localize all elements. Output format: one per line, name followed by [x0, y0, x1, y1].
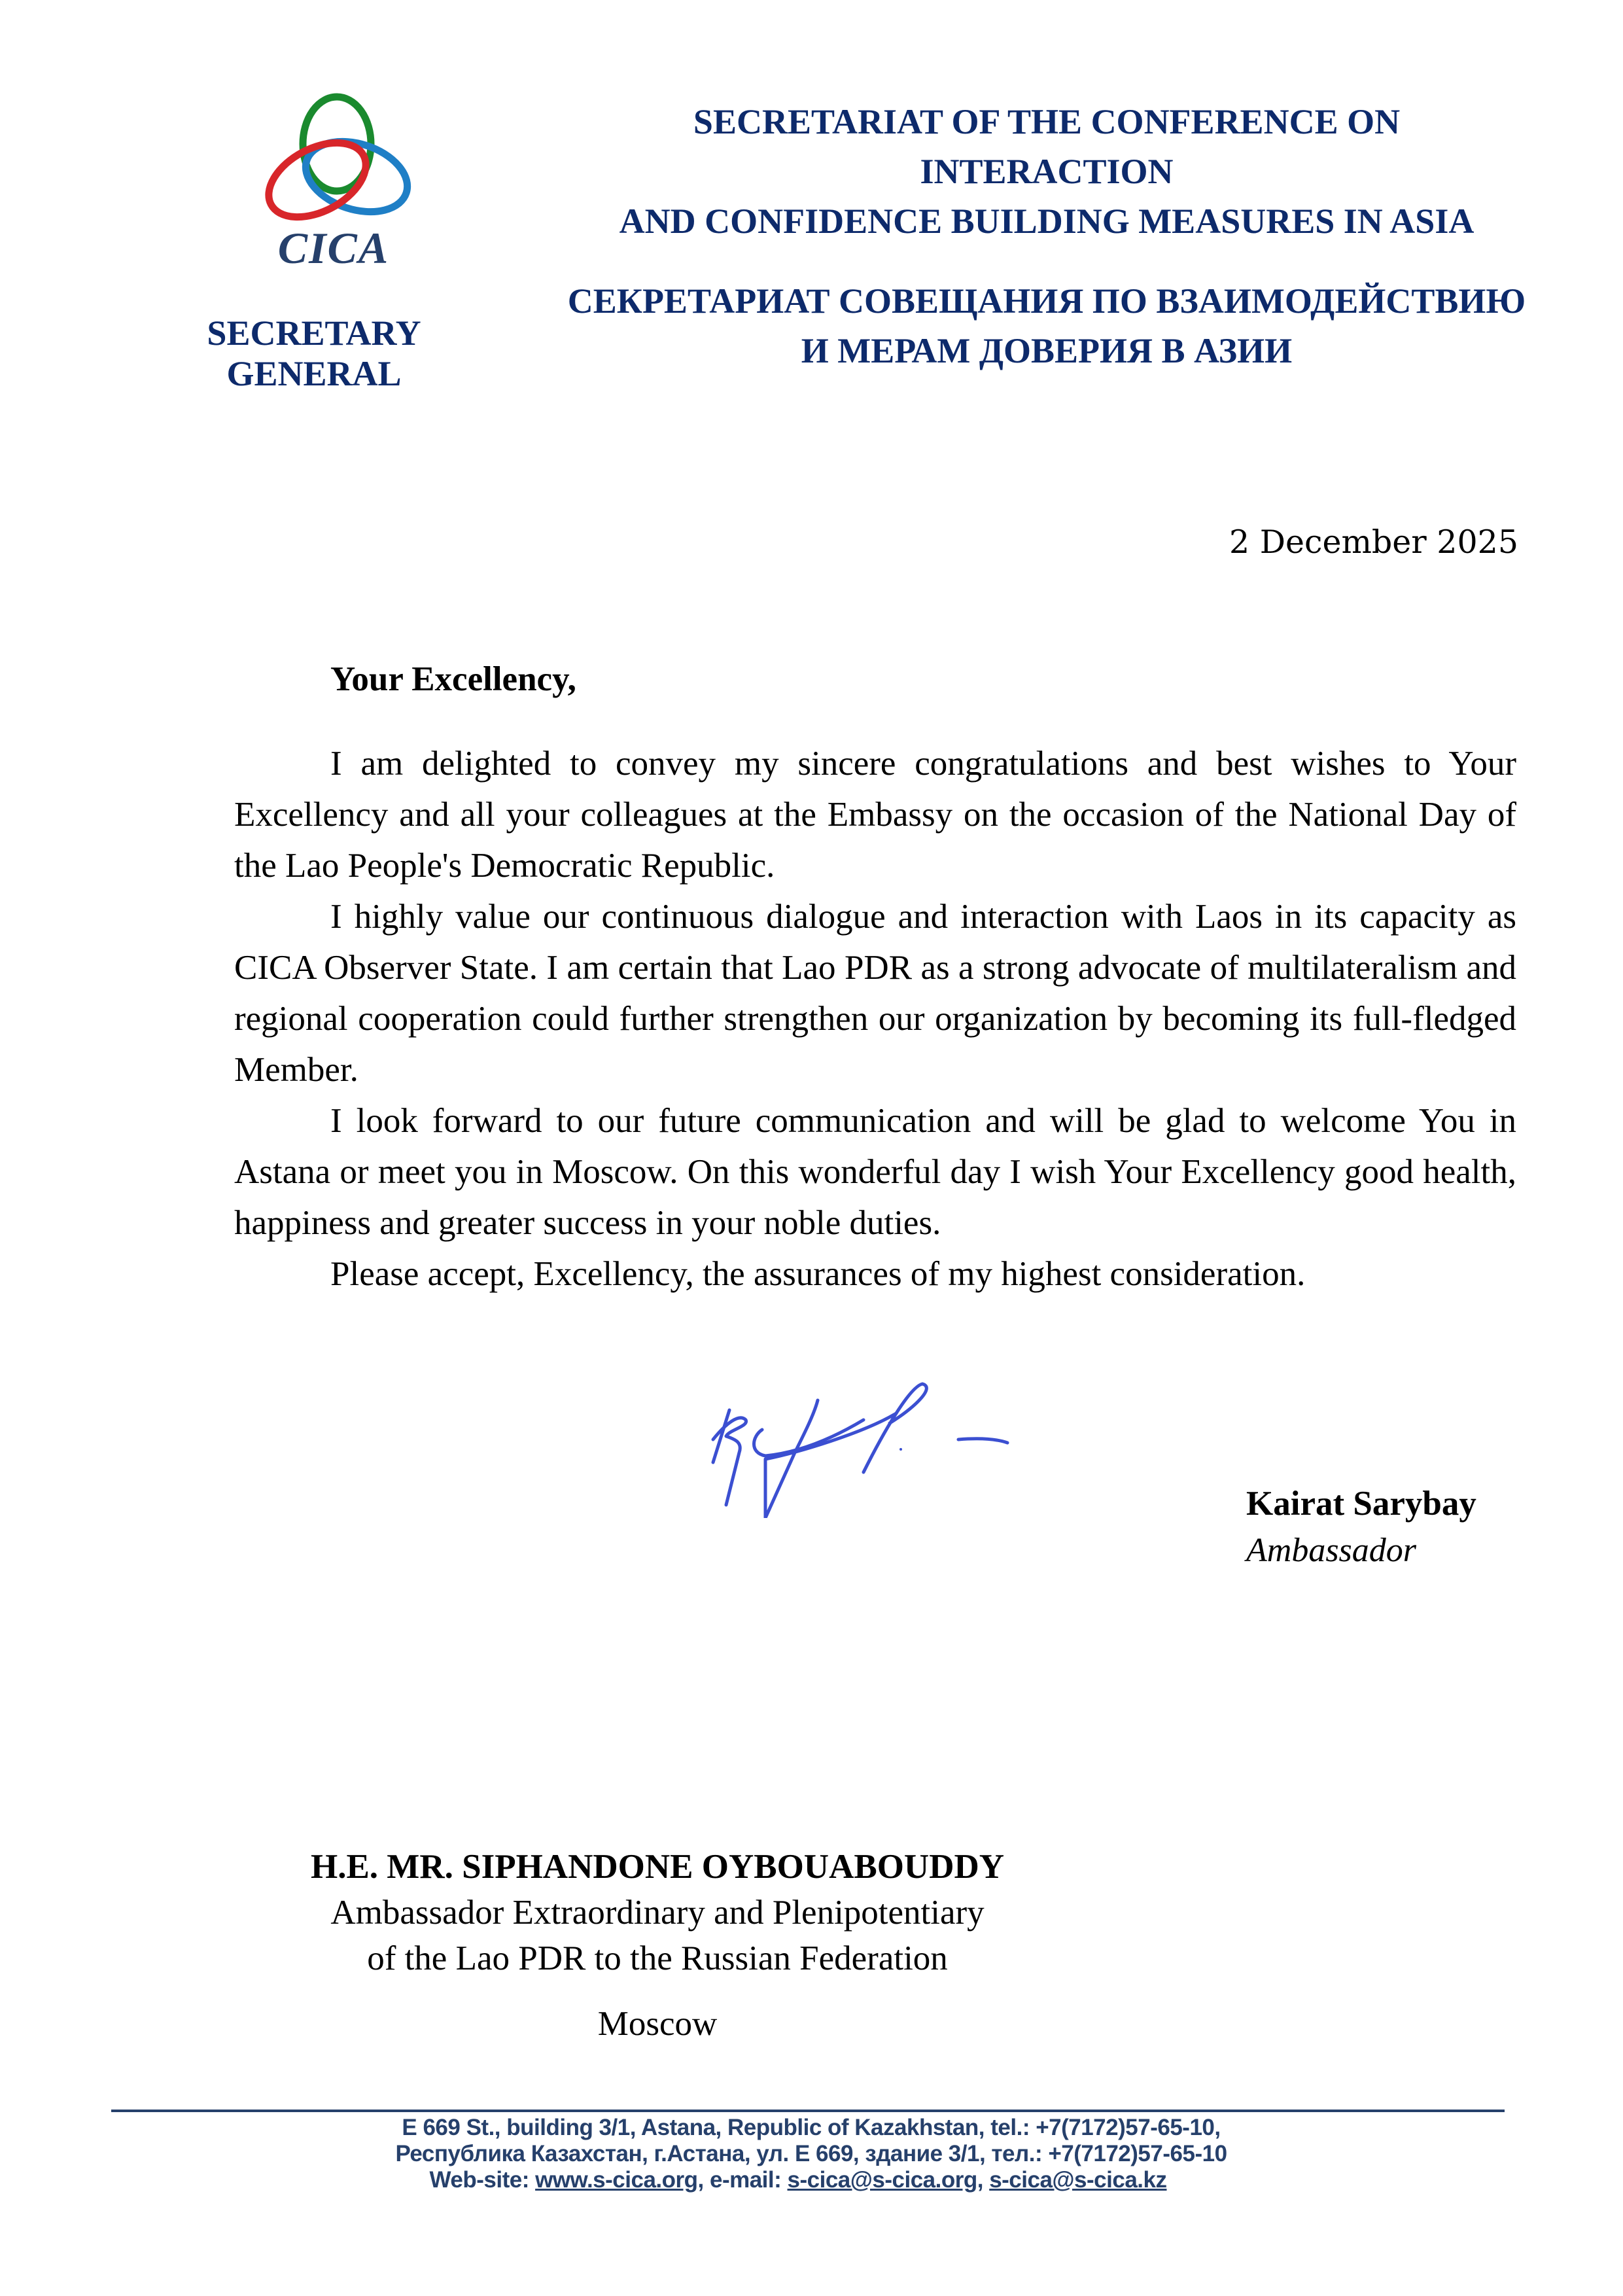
recipient-city: Moscow: [597, 2005, 718, 2043]
recipient-title-line1: Ambassador Extraordinary and Plenipotentiary: [330, 1894, 985, 1932]
paragraph-congratulations: I am delighted to convey my sincere congratulations and best wishes to Your Excellency and all your colleagues at the Embassy on the occasion of the National Day of the Lao People's Democratic Republic.: [234, 745, 1516, 885]
paragraph-future: I look forward to our future communication and will be glad to welcome You in Astana or meet you in Moscow. On this wonderful day I wish Your Excellency good health, happiness and greater success in your noble duties.: [234, 1102, 1516, 1242]
signer-title: Ambassador: [1246, 1532, 1417, 1569]
letter-body: [234, 738, 1516, 1299]
org-name-russian: [563, 276, 1531, 376]
email-label: , e-mail:: [697, 2167, 788, 2193]
footer-address-ru: Республика Казахстан, г.Астана, ул. Е 669, здание 3/1, тел.: +7(7172)57-65-10: [395, 2141, 1227, 2166]
website-link[interactable]: www.s-cica.org: [535, 2167, 698, 2193]
secretary-general-label: SECRETARY GENERAL: [207, 313, 421, 393]
org-name-ru-line1: СЕКРЕТАРИАТ СОВЕЩАНИЯ ПО ВЗАИМОДЕЙСТВИЮ: [567, 281, 1526, 321]
signer-name: Kairat Sarybay: [1246, 1485, 1476, 1523]
footer-contacts: [85, 2167, 1511, 2193]
cica-logo-text: CICA: [277, 223, 390, 273]
email-link-kz[interactable]: s-cica@s-cica.kz: [989, 2167, 1167, 2193]
letter-date: 2 December 2025: [1229, 523, 1518, 561]
footer-address-en: E 669 St., building 3/1, Astana, Republic of Kazakhstan, tel.: +7(7172)57-65-10,: [402, 2115, 1221, 2140]
salutation: Your Excellency,: [330, 660, 576, 698]
org-name-en-line1: SECRETARIAT OF THE CONFERENCE ON INTERACTION: [693, 102, 1401, 191]
recipient-name: H.E. MR. SIPHANDONE OYBOUABOUDDY: [310, 1848, 1005, 1886]
email-separator: ,: [977, 2167, 990, 2193]
org-name-en-line2: AND CONFIDENCE BUILDING MEASURES IN ASIA: [619, 202, 1475, 241]
org-name-ru-line2: И МЕРАМ ДОВЕРИЯ В АЗИИ: [801, 331, 1293, 370]
paragraph-closing: Please accept, Excellency, the assurances of my highest consideration.: [330, 1255, 1306, 1293]
footer-divider: [111, 2110, 1505, 2112]
website-label: Web-site:: [429, 2167, 536, 2193]
handwritten-signature-icon: [700, 1361, 1210, 1518]
org-name-english: [563, 97, 1531, 246]
paragraph-dialogue: I highly value our continuous dialogue and interaction with Laos in its capacity as CICA Observer State. I am certain that Lao PDR as a strong advocate of multilateralism and regional cooperation could further strengthen our organization by becoming its full-fledged Member.: [234, 898, 1516, 1089]
cica-trefoil-logo-icon: [258, 92, 415, 222]
email-link-org[interactable]: s-cica@s-cica.org: [787, 2167, 977, 2193]
recipient-title-line2: of the Lao PDR to the Russian Federation: [367, 1939, 948, 1977]
